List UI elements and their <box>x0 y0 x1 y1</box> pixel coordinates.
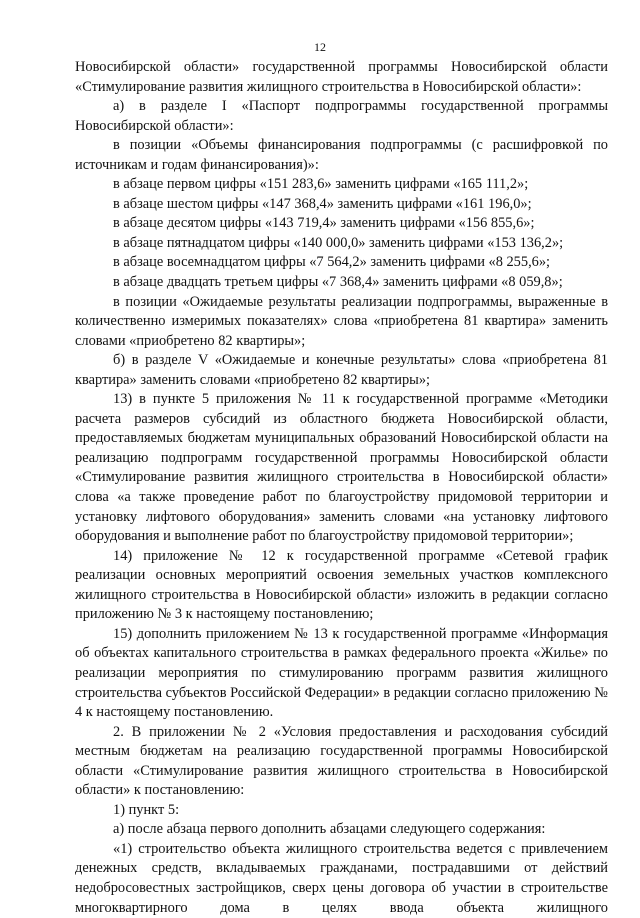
paragraph-financing-position: в позиции «Объемы финансирования подпрограммы (с расшифровкой по источникам и годам финансирования)»: <box>75 137 608 173</box>
paragraph-item-15: 15) дополнить приложением № 13 к государственной программе «Информация об объектах капитального строительства в рамках федерального проекта «Жилье» по реализации мероприятия по стимулированию программ развития жилищного строительства субъектов Российской Федерации» в редакции согласно приложению № 4 к настоящему постановлению. <box>75 625 609 721</box>
document-body <box>75 58 608 918</box>
paragraph-after-first: а) после абзаца первого дополнить абзацами следующего содержания: <box>113 821 546 838</box>
paragraph-fifteenth: в абзаце пятнадцатом цифры «140 000,0» заменить цифрами «153 136,2»; <box>113 234 564 251</box>
paragraph-expected-results: в позиции «Ожидаемые результаты реализации подпрограммы, выраженные в количественно измеримых показателях» слова «приобретена 81 квартира» заменить словами «приобретено 82 квартиры»; <box>75 293 608 349</box>
paragraph-item-a: а) в разделе I «Паспорт подпрограммы государственной программы Новосибирской области»: <box>75 98 608 134</box>
paragraph-item-b: б) в разделе V «Ожидаемые и конечные результаты» слова «приобретена 81 квартира» заменить словами «приобретено 82 квартиры»; <box>75 352 608 388</box>
paragraph-point-5: 1) пункт 5: <box>113 801 180 818</box>
paragraph-item-13: 13) в пункте 5 приложения № 11 к государственной программе «Методики расчета размеров субсидий из областного бюджета Новосибирской области, предоставляемых бюджетам муниципальных образований Новосибирской области на реализацию подпрограмм государственной программы Новосибирской области «Стимулирование развития жилищного строительства в Новосибирской области» слова «а также проведение работ по благоустройству придомовой территории и установку лифтового оборудования» заменить словами «на установку лифтового оборудования и выполнение работ по благоустройству придомовой территории»; <box>75 391 608 545</box>
paragraph-tenth: в абзаце десятом цифры «143 719,4» заменить цифрами «156 855,6»; <box>113 215 535 232</box>
page-number: 12 <box>314 40 326 54</box>
paragraph-sixth: в абзаце шестом цифры «147 368,4» заменить цифрами «161 196,0»; <box>113 195 532 212</box>
paragraph-first: в абзаце первом цифры «151 283,6» заменить цифрами «165 111,2»; <box>113 176 529 193</box>
paragraph-intro: Новосибирской области» государственной программы Новосибирской области «Стимулирование развития жилищного строительства в Новосибирской области»: <box>75 59 608 95</box>
paragraph-item-14: 14) приложение № 12 к государственной программе «Сетевой график реализации основных мероприятий освоения земельных участков комплексного жилищного строительства в Новосибирской области» изложить в редакции согласно приложению № 3 к настоящему постановлению; <box>75 547 608 623</box>
paragraph-section-2: 2. В приложении № 2 «Условия предоставления и расходования субсидий местным бюджетам на реализацию государственной программы Новосибирской области «Стимулирование развития жилищного строительства в Новосибирской области» к постановлению: <box>75 723 608 799</box>
paragraph-twenty-third: в абзаце двадцать третьем цифры «7 368,4» заменить цифрами «8 059,8»; <box>113 274 563 291</box>
paragraph-eighteenth: в абзаце восемнадцатом цифры «7 564,2» заменить цифрами «8 255,6»; <box>113 254 551 271</box>
paragraph-construction: «1) строительство объекта жилищного строительства ведется с привлечением денежных средств, вкладываемых гражданами, пострадавшими от действий недобросовестных застройщиков, сверх цены договора об участии в строительстве многоквартирного дома в целях ввода объекта жилищного <box>75 840 608 916</box>
